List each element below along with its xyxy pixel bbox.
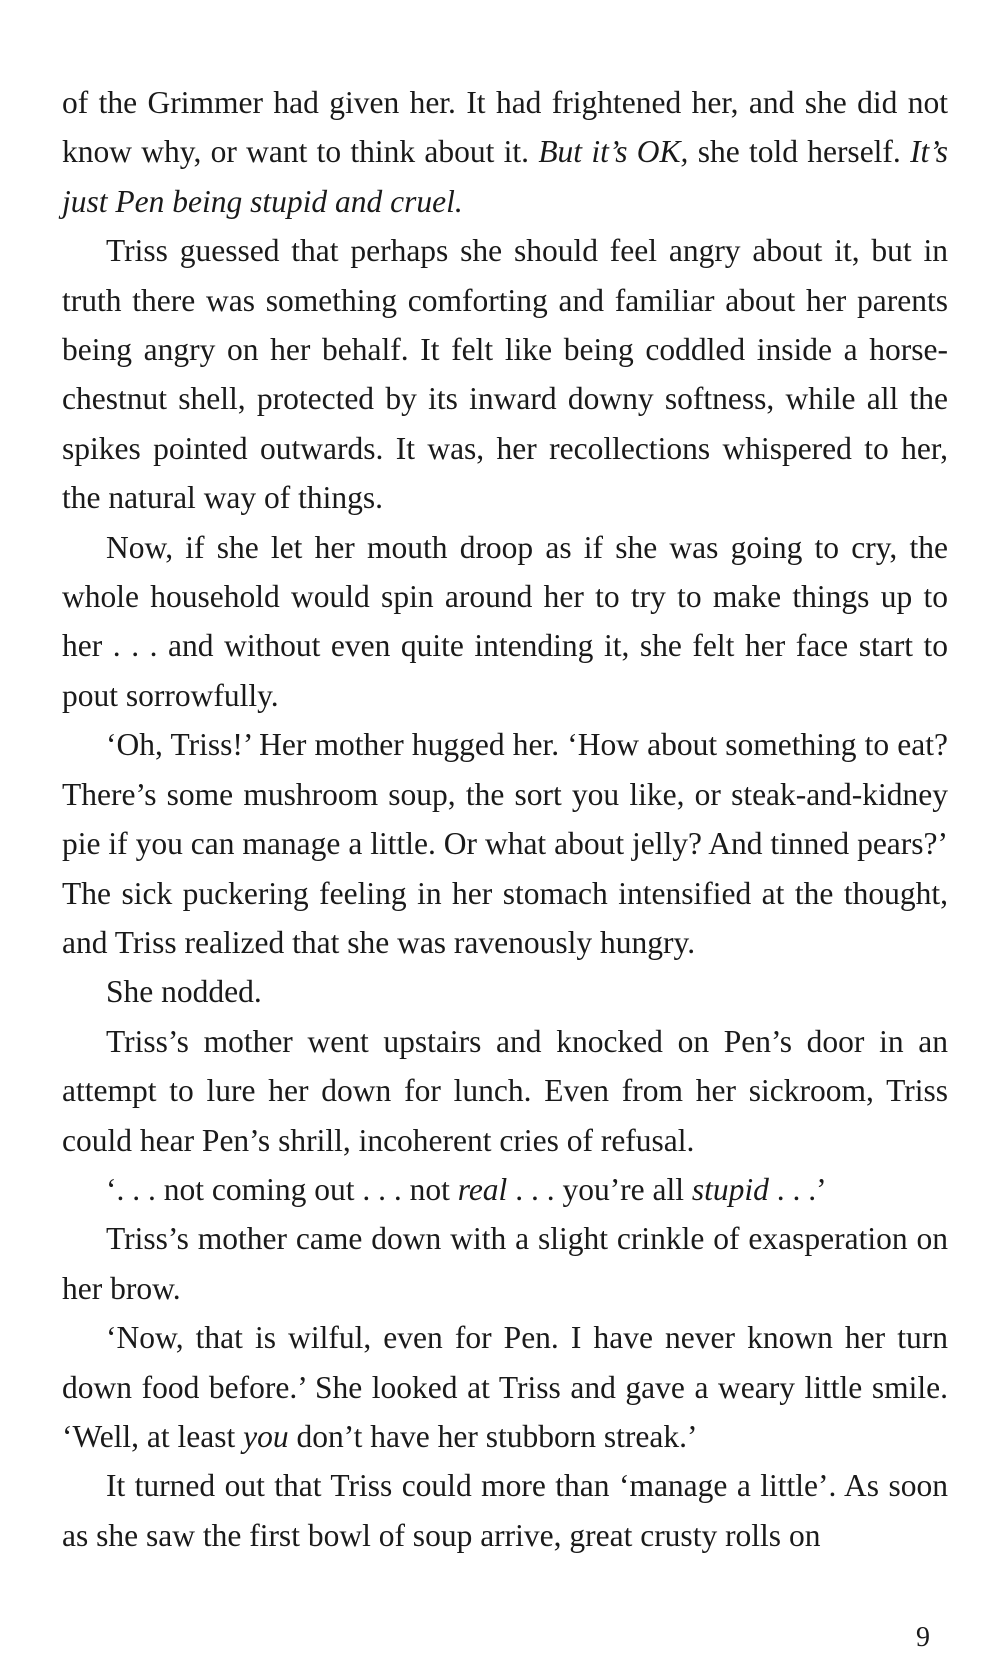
italic-text: But it’s OK, xyxy=(538,134,689,170)
paragraph xyxy=(62,226,948,522)
paragraph xyxy=(62,1017,948,1165)
paragraph xyxy=(62,1214,948,1313)
page-number: 9 xyxy=(916,1622,930,1653)
text-run: Now, if she let her mouth droop as if she was going to cry, the whole household would spin around her to try to make things up to her . . . and without even quite intending it, she felt her face start to pout sorrowfully. xyxy=(62,529,948,713)
paragraph xyxy=(62,523,948,721)
paragraph-continued xyxy=(62,78,948,226)
text-run: don’t have her stubborn streak.’ xyxy=(288,1418,698,1454)
paragraph xyxy=(62,720,948,967)
text-run: Triss’s mother went upstairs and knocked on Pen’s door in an attempt to lure her down for lunch. Even from her sickroom, Triss could hear Pen’s shrill, incoherent cries of refusal. xyxy=(62,1023,948,1158)
paragraph xyxy=(62,1165,948,1214)
text-run: Triss’s mother came down with a slight crinkle of exasperation on her brow. xyxy=(62,1221,948,1306)
paragraph xyxy=(62,967,948,1016)
italic-text: It’s just Pen being stupid and cruel. xyxy=(62,134,948,219)
text-run: ‘. . . not coming out . . . not xyxy=(106,1171,458,1207)
book-page-text xyxy=(62,78,948,1560)
italic-text: real xyxy=(457,1171,508,1207)
text-run: Triss guessed that perhaps she should feel angry about it, but in truth there was something comforting and familiar about her parents being angry on her behalf. It felt like being coddled inside a horse-chestnut shell, protected by its inward downy softness, while all the spikes pointed outwards. It was, her recollections whispered to her, the natural way of things. xyxy=(62,233,948,516)
text-run: It turned out that Triss could more than ‘manage a little’. As soon as she saw the first bowl of soup arrive, great crusty rolls on xyxy=(62,1468,948,1553)
text-run: she told herself. xyxy=(688,134,911,170)
text-run: . . .’ xyxy=(768,1171,827,1207)
italic-text: you xyxy=(243,1418,289,1454)
italic-text: stupid xyxy=(691,1171,769,1207)
text-run: of the Grimmer had given her. It had frightened her, and she did not know why, or want to think about it. xyxy=(62,85,948,170)
text-run: . . . you’re all xyxy=(507,1171,692,1207)
text-run: She nodded. xyxy=(106,974,262,1010)
paragraph xyxy=(62,1461,948,1560)
paragraph xyxy=(62,1313,948,1461)
text-run: ‘Oh, Triss!’ Her mother hugged her. ‘How about something to eat? There’s some mushroom soup, the sort you like, or steak-and-kidney pie if you can manage a little. Or what about jelly? And tinned pears?’ The sick puckering feeling in her stomach intensified at the thought, and Triss realized that she was ravenously hungry. xyxy=(62,727,948,960)
text-run: ‘Now, that is wilful, even for Pen. I have never known her turn down food before.’ She looked at Triss and gave a weary little smile. ‘Well, at least xyxy=(62,1320,948,1454)
